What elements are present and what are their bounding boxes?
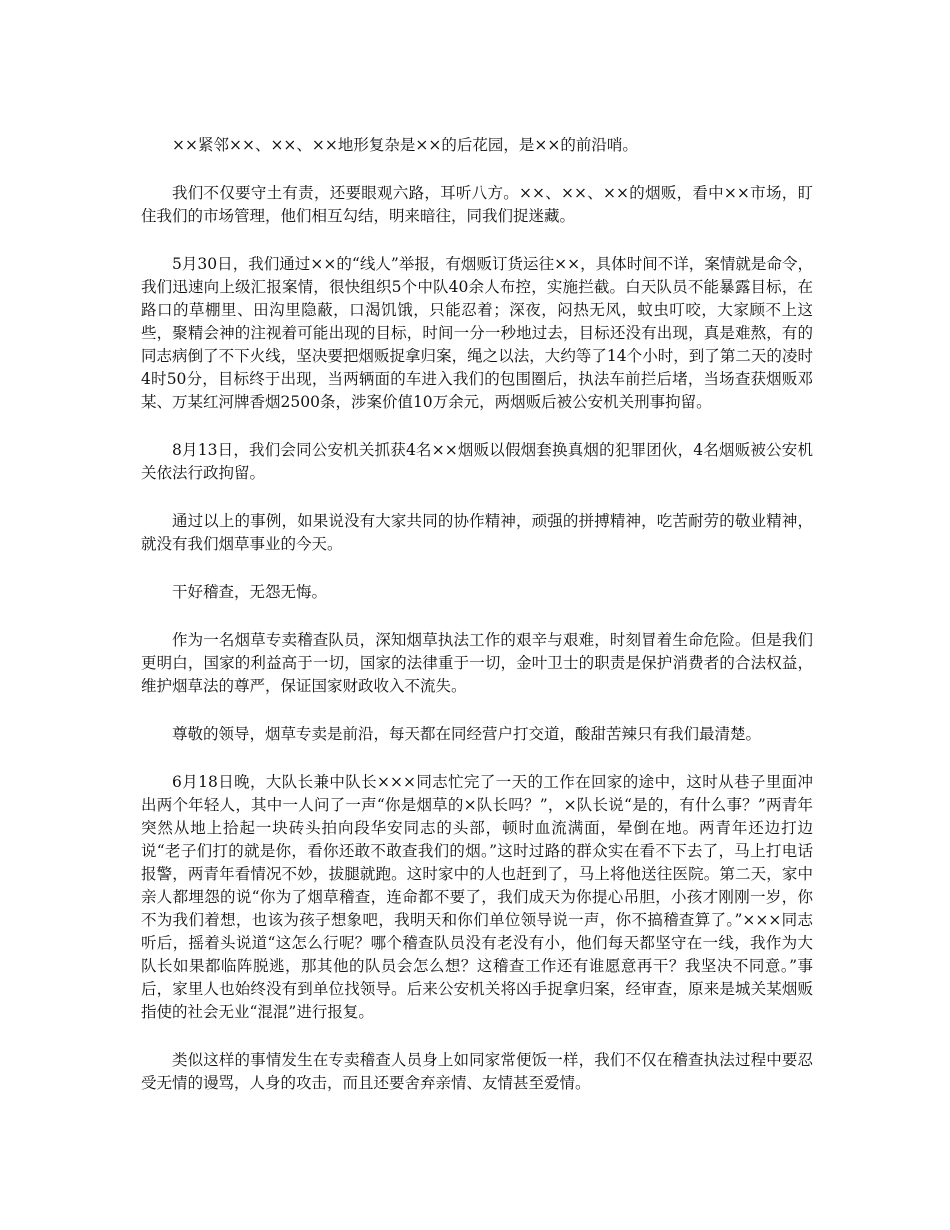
paragraph-8: 尊敬的领导，烟草专卖是前沿，每天都在同经营户打交道，酸甜苦辣只有我们最清楚。 bbox=[172, 725, 762, 743]
paragraph-5: 通过以上的事例，如果说没有大家共同的协作精神，顽强的拼搏精神，吃苦耐劳的敬业精神，就没有我们烟草事业的今天。 bbox=[141, 512, 813, 553]
paragraph-9: 6月18日晚，大队长兼中队长×××同志忙完了一天的工作在回家的途中，这时从巷子里面冲出两个年轻人，其中一人问了一声“你是烟草的×队长吗？”，×队长说“是的，有什么事？”两青年突然从地上拾起一块砖头拍向段华安同志的头部，顿时血流满面，晕倒在地。两青年还边打边说“老子们打的就是你，看你还敢不敢查我们的烟。”这时过路的群众实在看不下去了，马上打电话报警，两青年看情况不妙，拔腿就跑。这时家中的人也赶到了，马上将他送往医院。第二天，家中亲人都埋怨的说“你为了烟草稽查，连命都不要了，我们成天为你提心吊胆，小孩才刚刚一岁，你不为我们着想，也该为孩子想象吧，我明天和你们单位领导说一声，你不搞稽查算了。”×××同志听后，摇着头说道“这怎么行呢？哪个稽查队员没有老没有小，他们每天都坚守在一线，我作为大队长如果都临阵脱逃，那其他的队员会怎么想？这稽查工作还有谁愿意再干？我坚决不同意。”事后，家里人也始终没有到单位找领导。后来公安机关将凶手捉拿归案，经审查，原来是城关某烟贩指使的社会无业“混混”进行报复。 bbox=[141, 773, 813, 1021]
paragraph-3: 5月30日，我们通过××的“线人”举报，有烟贩订货运往××，具体时间不详，案情就是命令，我们迅速向上级汇报案情，很快组织5个中队40余人布控，实施拦截。白天队员不能暴露目标，在路口的草棚里、田沟里隐蔽，口渴饥饿，只能忍着；深夜，闷热无风，蚊虫叮咬，大家顾不上这些，聚精会神的注视着可能出现的目标，时间一分一秒地过去，目标还没有出现，真是难熬，有的同志病倒了不下火线，坚决要把烟贩捉拿归案，绳之以法，大约等了14个小时，到了第二天的凌时4时50分，目标终于出现，当两辆面的车进入我们的包围圈后，执法车前拦后堵，当场查获烟贩邓某、万某红河牌香烟2500条，涉案价值10万余元，两烟贩后被公安机关刑事拘留。 bbox=[141, 255, 813, 411]
paragraph-4: 8月13日，我们会同公安机关抓获4名××烟贩以假烟套换真烟的犯罪团伙，4名烟贩被公安机关依法行政拘留。 bbox=[141, 441, 813, 482]
paragraph-1: ××紧邻××、××、××地形复杂是××的后花园，是××的前沿哨。 bbox=[172, 136, 638, 154]
document-body bbox=[141, 134, 813, 1120]
paragraph-7: 作为一名烟草专卖稽查队员，深知烟草执法工作的艰辛与艰难，时刻冒着生命危险。但是我们更明白，国家的利益高于一切，国家的法律重于一切，金叶卫士的职责是保护消费者的合法权益，维护烟草法的尊严，保证国家财政收入不流失。 bbox=[141, 631, 813, 695]
paragraph-2: 我们不仅要守土有责，还要眼观六路，耳听八方。××、××、××的烟贩，看中××市场，盯住我们的市场管理，他们相互勾结，明来暗往，同我们捉迷藏。 bbox=[141, 184, 813, 225]
paragraph-10: 类似这样的事情发生在专卖稽查人员身上如同家常便饭一样，我们不仅在稽查执法过程中要忍受无情的谩骂，人身的攻击，而且还要舍弃亲情、友情甚至爱情。 bbox=[141, 1051, 813, 1092]
paragraph-6: 干好稽查，无怨无悔。 bbox=[172, 583, 328, 601]
